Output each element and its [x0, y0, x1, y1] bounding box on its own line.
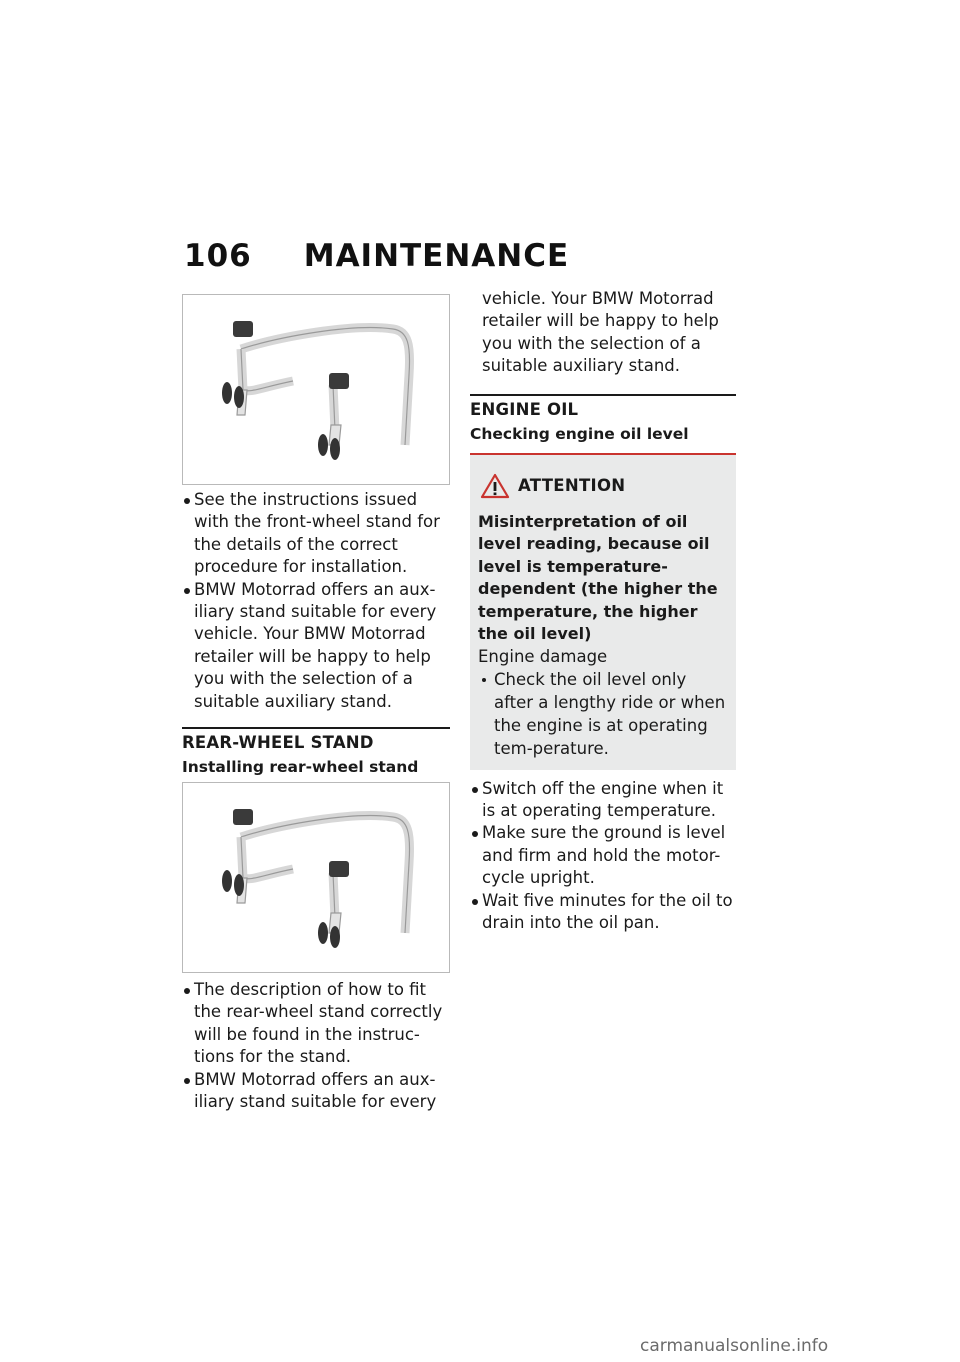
- intro-bullet-list: [182, 489, 450, 713]
- rear-stand-bullet-list: [182, 979, 450, 1113]
- attention-label: ATTENTION: [518, 476, 626, 496]
- section-divider: [470, 394, 736, 396]
- stand-pad-right: [329, 373, 349, 389]
- right-column: [470, 288, 736, 934]
- subsection-title-checking: Checking engine oil level: [470, 424, 689, 443]
- rear-wheel-stand-figure: [182, 782, 450, 973]
- page-number: 106: [184, 238, 252, 274]
- stand-illustration: [183, 783, 449, 972]
- stand-pad-left: [233, 321, 253, 337]
- warning-triangle-icon: [480, 473, 510, 499]
- stand-illustration: [183, 295, 449, 484]
- section-title-engine-oil: ENGINE OIL: [470, 399, 579, 419]
- left-column: [182, 294, 450, 1114]
- subsection-title-installing: Installing rear-wheel stand: [182, 758, 419, 777]
- list-item: Switch off the engine when it is at operating temperature.: [470, 778, 736, 823]
- list-item: The description of how to fit the rear-wheel stand correctly will be found in the instruc-tions for the stand.: [182, 979, 450, 1069]
- page-header: [184, 238, 569, 274]
- attention-cause: Misinterpretation of oil level reading, because oil level is temperature-dependent (the higher the temperature, the higher the oil level): [478, 511, 718, 644]
- attention-header: [478, 473, 728, 499]
- list-item: BMW Motorrad offers an aux-iliary stand suitable for every: [182, 1069, 450, 1114]
- attention-result: Engine damage: [478, 646, 608, 666]
- watermark: carmanualsonline.info: [640, 1336, 829, 1356]
- attention-action-list: [478, 668, 728, 760]
- chapter-title: MAINTENANCE: [303, 238, 570, 274]
- list-item: BMW Motorrad offers an aux-iliary stand suitable for every vehicle. Your BMW Motorrad retailer will be happy to help you with the selection of a suitable auxiliary stand.: [182, 579, 450, 713]
- continued-bullet: [470, 288, 736, 378]
- list-item: See the instructions issued with the front-wheel stand for the details of the correct procedure for installation.: [182, 489, 450, 579]
- section-title-rear-wheel-stand: REAR-WHEEL STAND: [182, 733, 374, 753]
- front-wheel-stand-figure: [182, 294, 450, 485]
- engine-oil-bullet-list: [470, 778, 736, 935]
- list-item: Check the oil level only after a lengthy ride or when the engine is at operating tem-perature.: [478, 668, 728, 760]
- list-item: Wait five minutes for the oil to drain into the oil pan.: [470, 890, 736, 935]
- list-item: vehicle. Your BMW Motorrad retailer will be happy to help you with the selection of a suitable auxiliary stand.: [482, 289, 719, 376]
- stand-pad-right: [329, 861, 349, 877]
- attention-box: [470, 453, 736, 770]
- list-item: Make sure the ground is level and firm and hold the motor-cycle upright.: [470, 822, 736, 889]
- stand-pad-left: [233, 809, 253, 825]
- section-divider: [182, 727, 450, 729]
